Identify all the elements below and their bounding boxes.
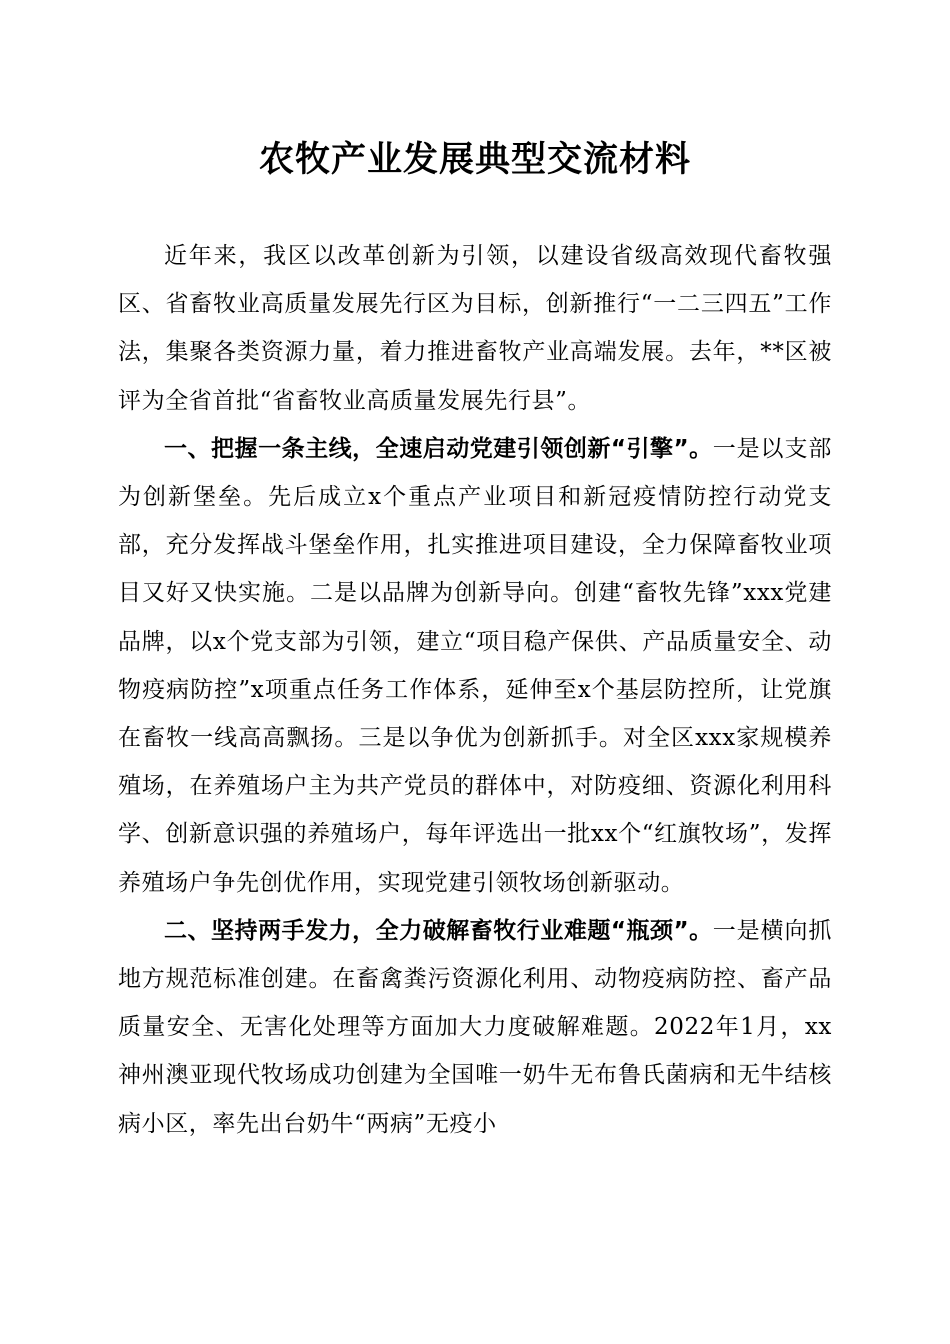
- section-heading-2: 二、坚持两手发力，全力破解畜牧行业难题“瓶颈”。: [164, 917, 713, 944]
- document-body: [118, 232, 832, 1148]
- section-text-1: 一是以支部为创新堡垒。先后成立x个重点产业项目和新冠疫情防控行动党支部，充分发挥战斗堡垒作用，扎实推进项目建设，全力保障畜牧业项目又好又快实施。二是以品牌为创新导向。创建“畜牧先锋”xxx党建品牌，以x个党支部为引领，建立“项目稳产保供、产品质量安全、动物疫病防控”x项重点任务工作体系，延伸至x个基层防控所，让党旗在畜牧一线高高飘扬。三是以争优为创新抓手。对全区xxx家规模养殖场，在养殖场户主为共产党员的群体中，对防疫细、资源化利用科学、创新意识强的养殖场户，每年评选出一批xx个“红旗牧场”，发挥养殖场户争先创优作用，实现党建引领牧场创新驱动。: [118, 435, 832, 896]
- document-title: 农牧产业发展典型交流材料: [258, 139, 691, 180]
- intro-paragraph: 近年来，我区以改革创新为引领，以建设省级高效现代畜牧强区、省畜牧业高质量发展先行区为目标，创新推行“一二三四五”工作法，集聚各类资源力量，着力推进畜牧产业高端发展。去年，**区被评为全省首批“省畜牧业高质量发展先行县”。: [118, 243, 832, 414]
- section-heading-1: 一、把握一条主线，全速启动党建引领创新“引擎”。: [164, 435, 713, 462]
- section-paragraph-2: [118, 907, 832, 1148]
- section-text-2: 一是横向抓地方规范标准创建。在畜禽粪污资源化利用、动物疫病防控、畜产品质量安全、无害化处理等方面加大力度破解难题。2022年1月，xx神州澳亚现代牧场成功创建为全国唯一奶牛无布鲁氏菌病和无牛结核病小区，率先出台奶牛“两病”无疫小: [118, 917, 832, 1137]
- section-paragraph-1: [118, 425, 832, 907]
